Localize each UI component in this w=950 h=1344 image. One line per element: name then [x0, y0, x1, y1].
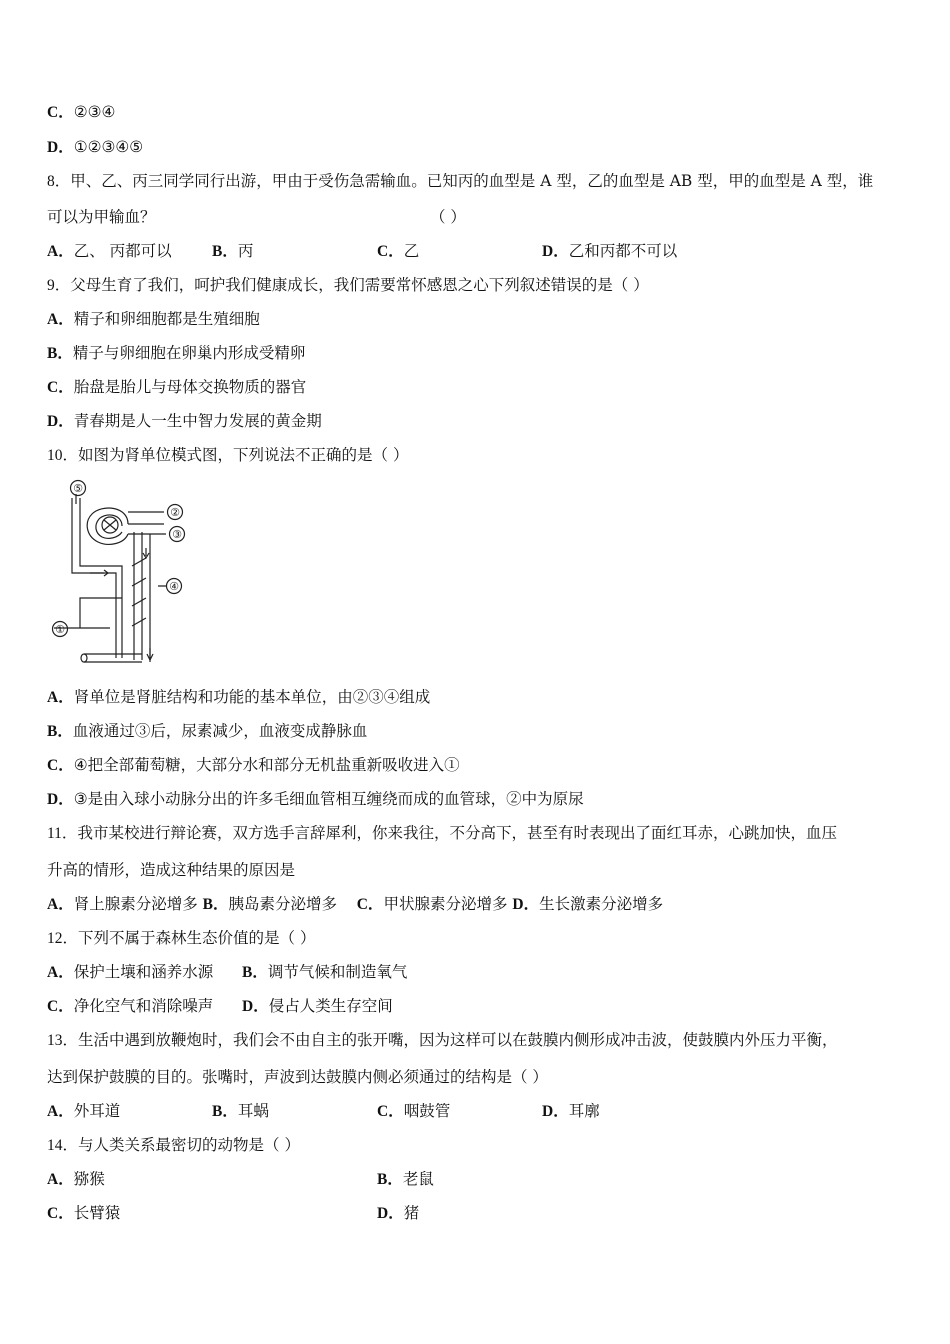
q7-option-c: C．②③④	[47, 103, 116, 121]
q8-answer-paren: （ ）	[430, 208, 466, 226]
q12-option-a: A．保护土壤和涵养水源	[47, 963, 214, 981]
q13-option-d: D．耳廓	[542, 1102, 600, 1120]
q11-stem-cont: 升高的情形，造成这种结果的原因是	[47, 861, 296, 879]
renal-capsule	[87, 508, 128, 544]
diagram-label-4: ④	[169, 580, 179, 593]
q12-option-d: D．侵占人类生存空间	[242, 997, 393, 1015]
q12-stem: 12．下列不属于森林生态价值的是（ ）	[47, 929, 316, 947]
q8-option-a: A．乙、 丙都可以	[47, 242, 172, 260]
q14-option-d: D．猪	[377, 1204, 420, 1222]
q14-option-c: C．长臂猿	[47, 1204, 121, 1222]
q8-option-b: B．丙	[212, 242, 254, 260]
q9-option-d: D．青春期是人一生中智力发展的黄金期	[47, 412, 322, 430]
q9-stem: 9．父母生育了我们，呵护我们健康成长，我们需要常怀感恩之心下列叙述错误的是（ ）	[47, 276, 649, 294]
q14-stem: 14．与人类关系最密切的动物是（ ）	[47, 1136, 300, 1154]
q13-stem: 13．生活中遇到放鞭炮时，我们会不由自主的张开嘴，因为这样可以在鼓膜内侧形成冲击波，使鼓膜内外压力平衡，	[47, 1031, 838, 1049]
q8-stem-cont: 可以为甲输血？	[47, 208, 156, 226]
vessel-lines	[54, 494, 166, 662]
q12-option-c: C．净化空气和消除噪声	[47, 997, 214, 1015]
q11-options: A．肾上腺素分泌增多 B．胰岛素分泌增多 C．甲状腺素分泌增多 D．生长激素分泌增多	[47, 895, 664, 913]
q10-option-d: D．③是由入球小动脉分出的许多毛细血管相互缠绕而成的血管球，②中为原尿	[47, 790, 584, 808]
q8-option-c: C．乙	[377, 242, 420, 260]
q9-option-a: A．精子和卵细胞都是生殖细胞	[47, 310, 260, 328]
q14-option-b: B．老鼠	[377, 1170, 434, 1188]
q8-option-d: D．乙和丙都不可以	[542, 242, 678, 260]
q10-stem: 10．如图为肾单位模式图，下列说法不正确的是（ ）	[47, 446, 409, 464]
diagram-label-5: ⑤	[73, 482, 83, 495]
q7-option-d: D．①②③④⑤	[47, 138, 144, 156]
q10-option-c: C．④把全部葡萄糖，大部分水和部分无机盐重新吸收进入①	[47, 756, 460, 774]
q13-option-b: B．耳蜗	[212, 1102, 269, 1120]
q9-option-c: C．胎盘是胎儿与母体交换物质的器官	[47, 378, 307, 396]
q11-stem: 11．我市某校进行辩论赛，双方选手言辞犀利，你来我往，不分高下，甚至有时表现出了面红耳赤，心跳加快，血压	[47, 824, 837, 842]
q9-option-b: B．精子与卵细胞在卵巢内形成受精卵	[47, 344, 306, 362]
diagram-label-1: ①	[55, 623, 65, 636]
diagram-label-2: ②	[170, 506, 180, 519]
diagram-label-3: ③	[172, 528, 182, 541]
q13-option-c: C．咽鼓管	[377, 1102, 451, 1120]
q13-option-a: A．外耳道	[47, 1102, 121, 1120]
q8-stem: 8．甲、乙、丙三同学同行出游，甲由于受伤急需输血。已知丙的血型是 A 型，乙的血型是 AB 型，甲的血型是 A 型，谁	[47, 172, 874, 190]
q14-option-a: A．猕猴	[47, 1170, 105, 1188]
q10-option-a: A．肾单位是肾脏结构和功能的基本单位，由②③④组成	[47, 688, 431, 706]
nephron-diagram	[50, 478, 200, 668]
q13-stem-cont: 达到保护鼓膜的目的。张嘴时，声波到达鼓膜内侧必须通过的结构是（ ）	[47, 1068, 548, 1086]
q12-option-b: B．调节气候和制造氧气	[242, 963, 408, 981]
q10-option-b: B．血液通过③后，尿素减少，血液变成静脉血	[47, 722, 368, 740]
